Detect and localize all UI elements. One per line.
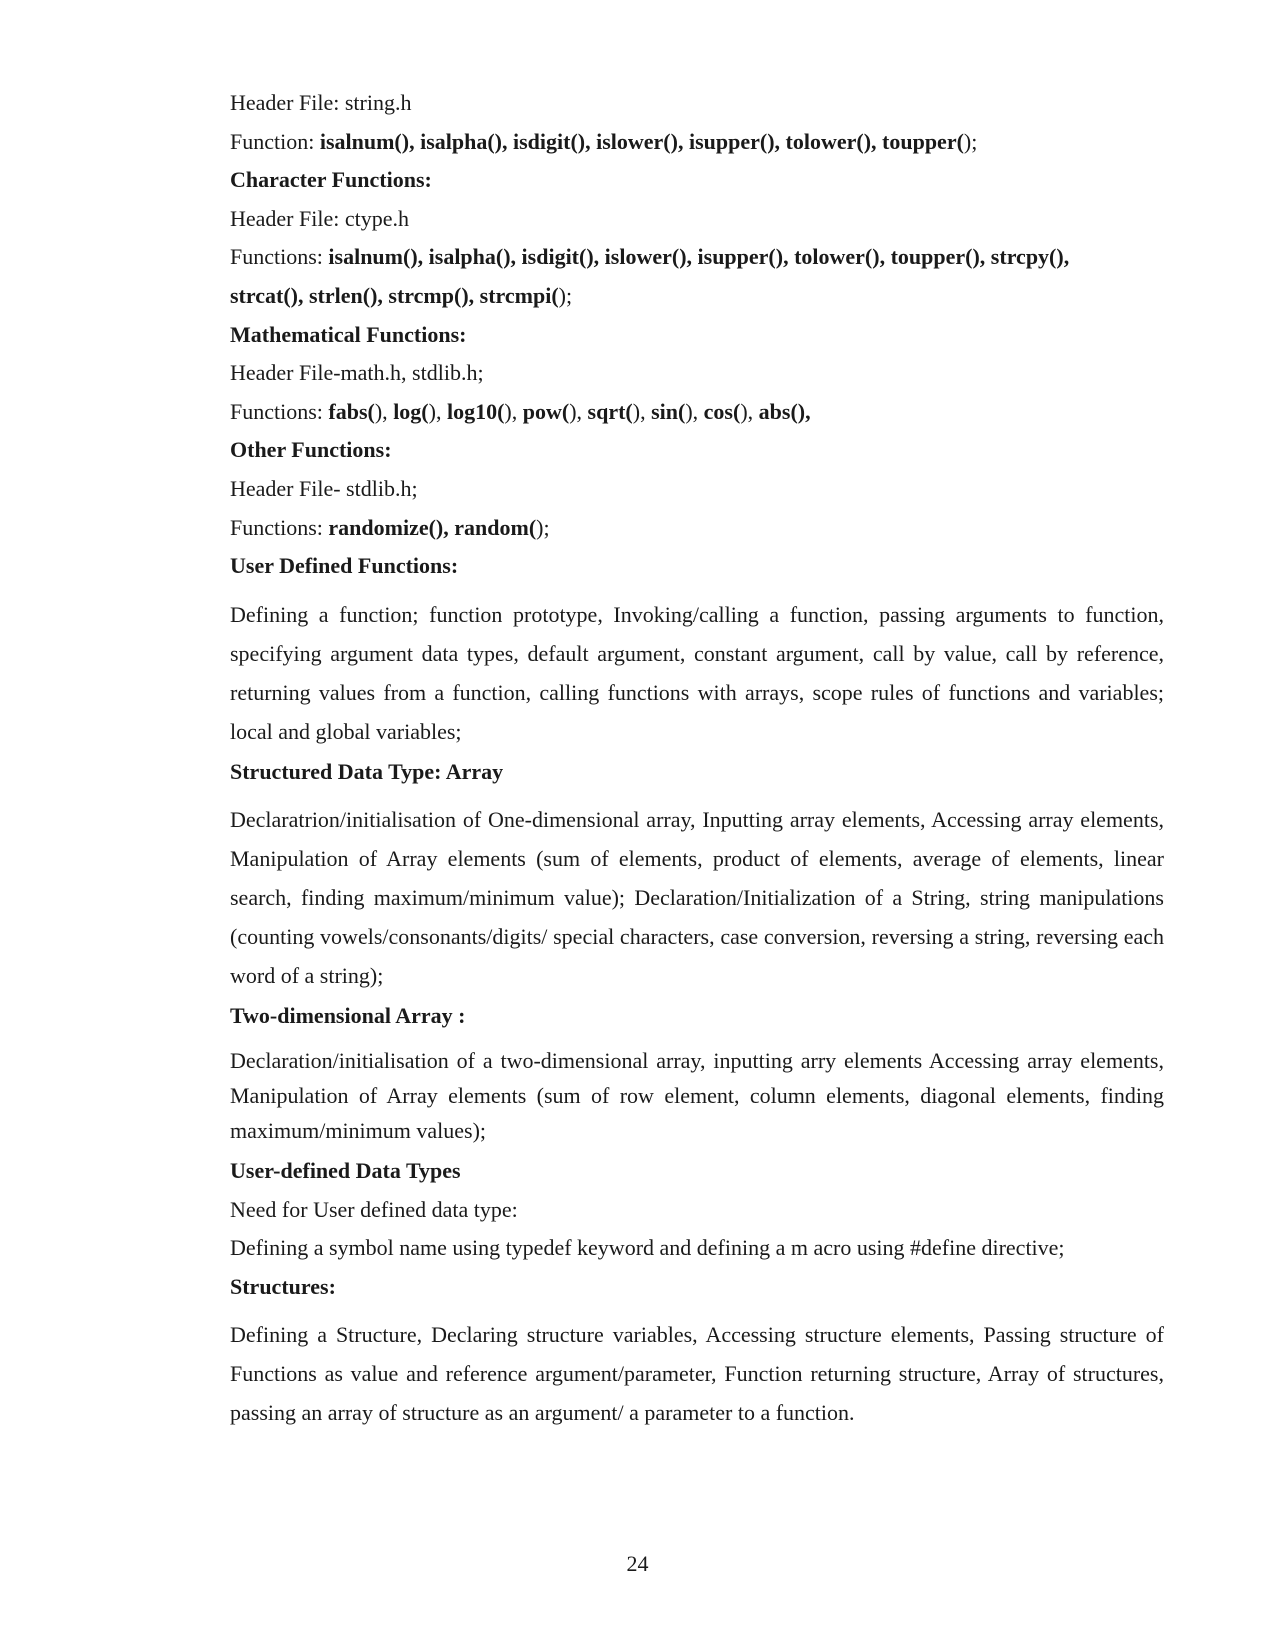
function-name: sqrt( xyxy=(587,398,633,424)
character-functions-line-1 xyxy=(230,238,1164,277)
two-dimensional-array-paragraph: Declaration/initialisation of a two-dimensional array, inputting arry elements Accessing array elements, Manipulation of Array elements (sum of row element, column elements, diagonal elements, finding maximum/minimum values); xyxy=(230,1047,1164,1143)
functions-label: Function: xyxy=(230,128,320,154)
character-functions-heading: Character Functions: xyxy=(230,167,432,193)
math-functions-line xyxy=(230,393,1164,432)
mathematical-functions-heading: Mathematical Functions: xyxy=(230,321,467,347)
string-functions-line xyxy=(230,123,1164,162)
stdlib-header-file: Header File- stdlib.h; xyxy=(230,475,418,501)
math-header-file: Header File-math.h, stdlib.h; xyxy=(230,360,484,386)
page-number: 24 xyxy=(626,1551,649,1576)
user-defined-data-types-heading: User-defined Data Types xyxy=(230,1157,461,1183)
separator: ), xyxy=(428,398,447,424)
array-paragraph: Declaratrion/initialisation of One-dimensional array, Inputting array elements, Accessing array elements, Manipulation of Array elements (sum of elements, product of elements, average of elements, linear search, finding maximum/minimum value); Declaration/Initialization of a String, string manipulations (counting vowels/consonants/digits/ special characters, case conversion, reversing a string, reversing each word of a string); xyxy=(230,807,1164,989)
structures-heading: Structures: xyxy=(230,1273,336,1299)
user-defined-functions-paragraph: Defining a function; function prototype, Invoking/calling a function, passing arguments to function, specifying argument data types, default argument, constant argument, call by value, call by reference, returning values from a function, calling functions with arrays, scope rules of functions and variables; local and global variables; xyxy=(230,601,1164,744)
user-defined-functions-heading: User Defined Functions: xyxy=(230,553,459,579)
separator: ), xyxy=(569,398,588,424)
structures-paragraph: Defining a Structure, Declaring structure variables, Accessing structure elements, Passing structure of Functions as value and reference argument/parameter, Function returning structure, Array of structures, passing an array of structure as an argument/ a parameter to a function. xyxy=(230,1322,1164,1426)
functions-label: Functions: xyxy=(230,244,329,270)
separator: ), xyxy=(374,398,394,424)
character-functions-line-2 xyxy=(230,277,1164,316)
array-heading: Structured Data Type: Array xyxy=(230,758,504,784)
separator: ), xyxy=(504,398,523,424)
function-name: cos( xyxy=(703,398,741,424)
separator: ), xyxy=(685,398,704,424)
function-name: log10( xyxy=(446,398,505,424)
functions-list: randomize(), random( xyxy=(328,514,537,540)
functions-tail: ); xyxy=(558,282,573,308)
document-page xyxy=(230,84,1164,1434)
function-name: fabs( xyxy=(328,398,375,424)
function-name: abs(), xyxy=(758,398,811,424)
string-header-file: Header File: string.h xyxy=(230,90,412,115)
two-dimensional-array-heading: Two-dimensional Array : xyxy=(230,1003,466,1029)
functions-tail: ); xyxy=(536,514,550,540)
functions-tail: ); xyxy=(963,128,978,154)
user-defined-data-types-line-1: Need for User defined data type: xyxy=(230,1196,518,1222)
functions-list: isalnum(), isalpha(), isdigit(), islower(), isupper(), tolower(), toupper(), strcpy(), xyxy=(328,244,1070,270)
functions-list: strcat(), strlen(), strcmp(), strcmpi( xyxy=(230,282,559,308)
other-functions-heading: Other Functions: xyxy=(230,437,392,463)
function-name: log( xyxy=(393,398,429,424)
functions-label: Functions: xyxy=(230,514,329,540)
separator: ), xyxy=(632,398,652,424)
ctype-header-file: Header File: ctype.h xyxy=(230,205,409,231)
user-defined-data-types-line-2: Defining a symbol name using typedef keyword and defining a m acro using #define directive; xyxy=(230,1235,1065,1261)
function-name: pow( xyxy=(522,398,570,424)
separator: ), xyxy=(740,398,759,424)
function-name: sin( xyxy=(651,398,686,424)
functions-label: Functions: xyxy=(230,398,329,424)
other-functions-line xyxy=(230,509,1164,548)
functions-list: isalnum(), isalpha(), isdigit(), islower(), isupper(), tolower(), toupper( xyxy=(319,128,964,154)
